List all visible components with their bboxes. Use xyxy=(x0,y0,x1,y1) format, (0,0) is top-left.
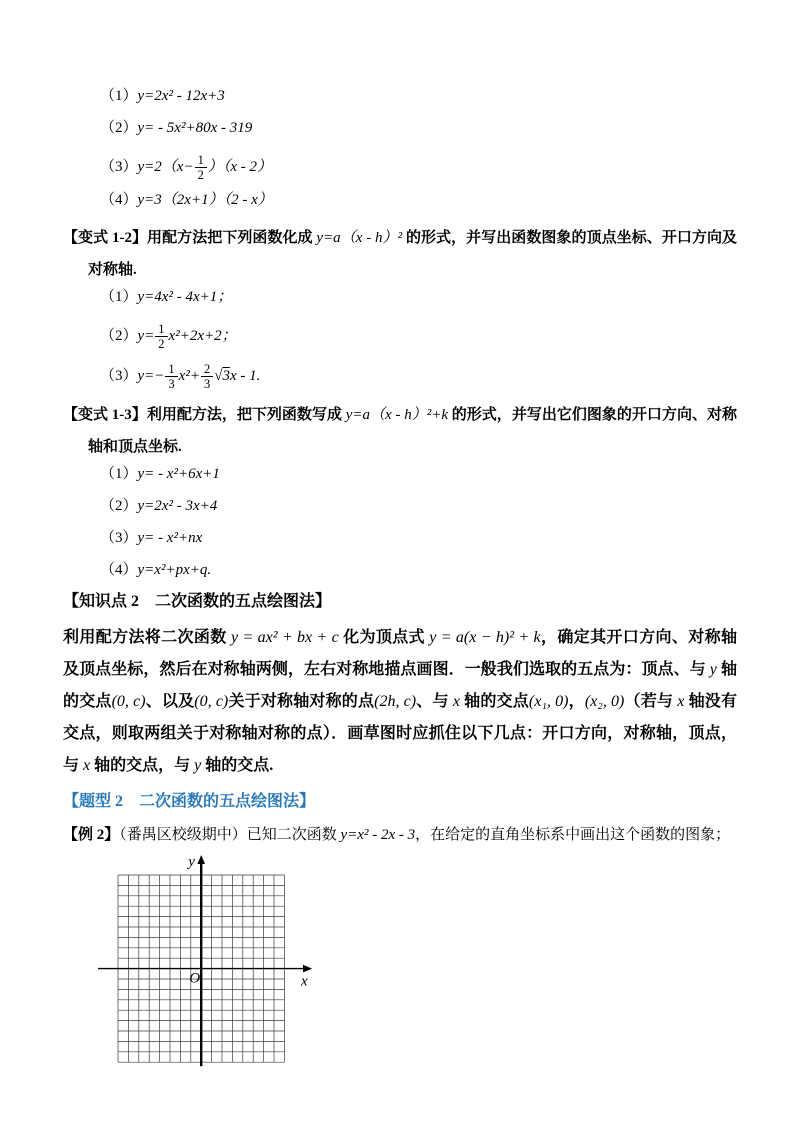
segment: 【变式 1-3】利用配方法，把下列函数写成 xyxy=(63,407,346,423)
y-axis-arrow-icon xyxy=(197,855,205,864)
segment: y=a（x - h）² xyxy=(316,230,403,246)
list-item xyxy=(100,190,737,210)
list-item xyxy=(100,560,737,580)
segment: y=a（x - h）²+k xyxy=(345,407,449,423)
segment: x xyxy=(677,693,685,710)
segment: 轴的交点，与 xyxy=(90,757,195,774)
segment: x²+2x+2； xyxy=(168,328,237,344)
segment: （3） xyxy=(100,159,138,175)
segment: 、以及 xyxy=(145,693,195,710)
segment: 、与 xyxy=(416,693,453,710)
segment: y=4x² - 4x+1； xyxy=(137,289,233,305)
segment: （1） xyxy=(100,88,138,104)
segment: 轴没有交点，则取两组关于对称轴对称的点）．画草图时应抓住以下几点：开口方向，对称轴，顶点，与 xyxy=(63,693,737,774)
segment: x²+ xyxy=(178,368,200,384)
segment: 关于对称轴对称的点 xyxy=(228,693,375,710)
segment: 【变式 1-2】用配方法把下列函数化成 xyxy=(63,230,317,246)
segment: y=2（x− xyxy=(137,159,194,175)
segment: ，确定其开口方向、对称轴及顶点坐标，然后在对称轴两侧，左右对称地描点画图．一般我们选取的五点为：顶点、与 xyxy=(63,629,737,678)
coordinate-grid-figure xyxy=(97,855,737,1078)
segment: （2） xyxy=(100,120,138,136)
segment: （4） xyxy=(100,192,138,208)
segment: (0, c) xyxy=(194,693,229,710)
segment: $\frac{1}{2}$ xyxy=(155,322,167,352)
segment: （1） xyxy=(100,289,138,305)
segment: ， xyxy=(568,693,585,710)
segment: （若与 xyxy=(624,693,678,710)
list-item xyxy=(100,359,737,393)
segment: (x₂, 0) xyxy=(584,693,625,710)
segment: （番禺区校级期中）已知二次函数 xyxy=(119,827,341,843)
segment: 【例 2】 xyxy=(63,827,120,843)
segment: y=2x² - 12x+3 xyxy=(137,88,225,104)
variation-1-2-prompt xyxy=(63,222,737,286)
segment: y= - x²+6x+1 xyxy=(137,466,220,482)
segment: （2） xyxy=(100,328,138,344)
segment: x - 1. xyxy=(229,368,261,384)
segment: ，在给定的直角坐标系中画出这个函数的图象； xyxy=(415,827,731,843)
segment: (2h, c) xyxy=(374,693,417,710)
segment: x xyxy=(83,757,91,774)
segment: y= xyxy=(137,328,155,344)
segment: $\frac{2}{3}$ xyxy=(201,362,213,392)
segment: x xyxy=(452,693,460,710)
segment: y xyxy=(194,757,202,774)
segment: ）（x - 2） xyxy=(207,159,272,175)
segment: （2） xyxy=(100,498,138,514)
segment: $\frac{1}{2}$ xyxy=(195,153,207,183)
formula-list-c xyxy=(63,464,737,580)
segment: y=− xyxy=(137,368,165,384)
segment: （3） xyxy=(100,530,138,546)
segment: (x₁, 0) xyxy=(528,693,569,710)
segment: y=3（2x+1）（2 - x） xyxy=(137,192,273,208)
segment: y= - 5x²+80x - 319 xyxy=(137,120,253,136)
segment: y xyxy=(709,661,717,678)
list-item xyxy=(100,464,737,484)
list-item xyxy=(100,86,737,106)
segment: （1） xyxy=(100,466,138,482)
segment: $\frac{1}{3}$ xyxy=(165,362,177,392)
list-item xyxy=(100,496,737,516)
segment: 利用配方法将二次函数 xyxy=(63,629,231,646)
segment: 化为顶点式 xyxy=(338,629,430,646)
x-axis-label: x xyxy=(301,973,308,990)
segment: y=x² - 2x - 3 xyxy=(340,827,416,843)
segment: 的形式，并写出函数图象的顶点坐标、开口方向及对称轴. xyxy=(88,230,737,278)
segment: y=2x² - 3x+4 xyxy=(137,498,218,514)
segment: y= - x²+nx xyxy=(137,530,203,546)
segment: 轴的交点 xyxy=(63,661,737,710)
segment: 轴的交点. xyxy=(201,757,274,774)
list-item xyxy=(100,118,737,138)
list-item xyxy=(100,287,737,307)
variation-1-3-prompt xyxy=(63,399,737,463)
origin-label: O xyxy=(189,970,201,987)
knowledge-point-paragraph xyxy=(63,622,737,782)
segment: (0, c) xyxy=(111,693,146,710)
segment: √3 xyxy=(214,368,230,384)
x-axis-arrow-icon xyxy=(303,965,312,973)
y-axis-label: y xyxy=(188,855,195,870)
segment: 轴的交点 xyxy=(459,693,529,710)
segment: （3） xyxy=(100,368,138,384)
topic-header: 【题型 2 二次函数的五点绘图法】 xyxy=(63,793,316,810)
coordinate-grid-svg xyxy=(97,855,329,1073)
segment: y = ax² + bx + c xyxy=(230,629,339,646)
example-2-prompt xyxy=(63,825,737,845)
list-item xyxy=(100,319,737,353)
knowledge-point-header: 【知识点 2 二次函数的五点绘图法】 xyxy=(63,593,332,610)
formula-list-a xyxy=(63,86,737,210)
list-item xyxy=(100,150,737,184)
segment: （4） xyxy=(100,562,138,578)
list-item xyxy=(100,528,737,548)
formula-list-b xyxy=(63,287,737,393)
segment: y=x²+px+q. xyxy=(137,562,212,578)
segment: 的形式，并写出它们图象的开口方向、对称轴和顶点坐标. xyxy=(88,407,737,455)
segment: y = a(x − h)² + k xyxy=(429,629,541,646)
